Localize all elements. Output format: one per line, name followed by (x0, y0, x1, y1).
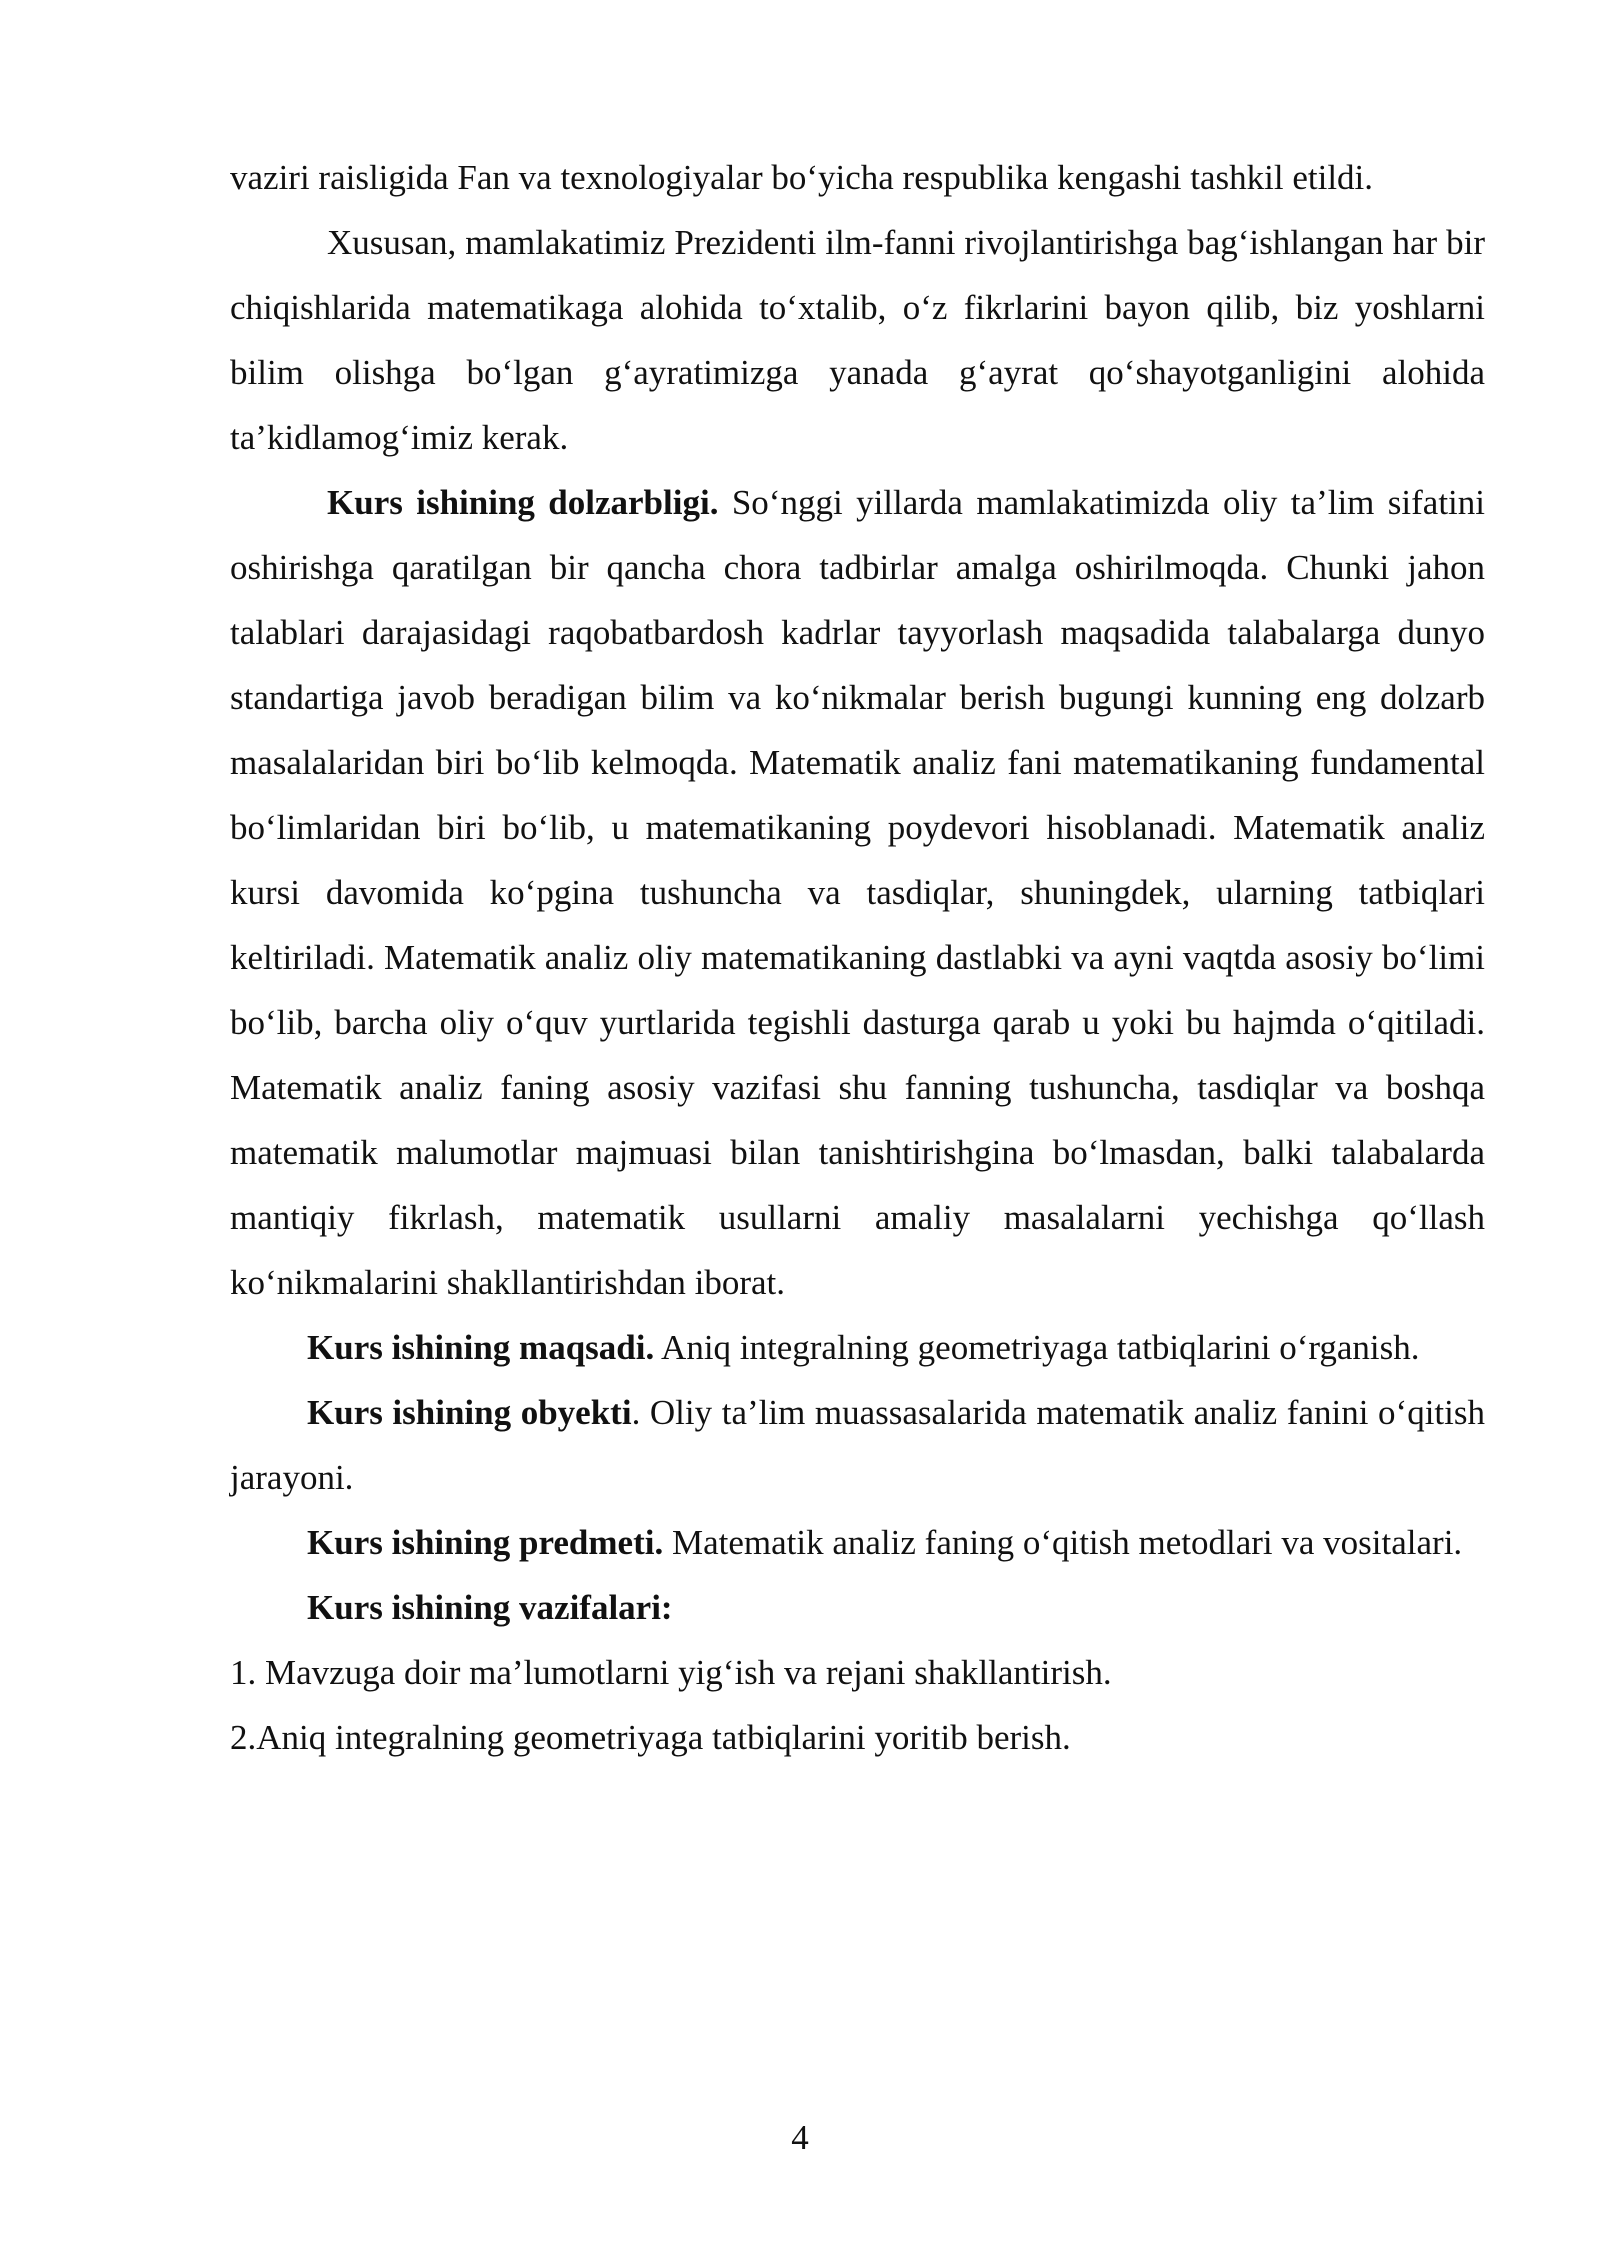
paragraph-continuation: vaziri raisligida Fan va texnologiyalar bo‘yicha respublika kengashi tashkil etildi. (230, 158, 1374, 197)
heading-subject: Kurs ishining predmeti. (307, 1523, 664, 1562)
heading-tasks: Kurs ishining vazifalari: (307, 1588, 673, 1627)
paragraph-relevance (230, 470, 1485, 1315)
object-text: . Oliy ta’lim muassasalarida matematik analiz fanini o‘qitish jarayoni. (230, 1393, 1485, 1497)
goal-text: Aniq integralning geometriyaga tatbiqlarini o‘rganish. (654, 1328, 1420, 1367)
paragraph-subject (230, 1510, 1485, 1575)
relevance-text: So‘nggi yillarda mamlakatimizda oliy ta’lim sifatini oshirishga qaratilgan bir qancha chora tadbirlar amalga oshirilmoqda. Chunki jahon talablari darajasidagi raqobatbardosh kadrlar tayyorlash maqsadida talabalarga dunyo standartiga javob beradigan bilim va ko‘nikmalar berish bugungi kunning eng dolzarb masalalaridan biri bo‘lib kelmoqda. Matematik analiz fani matematikaning fundamental bo‘limlaridan biri bo‘lib, u matematikaning poydevori hisoblanadi. Matematik analiz kursi davomida ko‘pgina tushuncha va tasdiqlar, shuningdek, ularning tatbiqlari keltiriladi. Matematik analiz oliy matematikaning dastlabki va ayni vaqtda asosiy bo‘limi bo‘lib, barcha oliy o‘quv yurtlarida tegishli dasturga qarab u yoki bu hajmda o‘qitiladi. Matematik analiz faning asosiy vazifasi shu fanning tushuncha, tasdiqlar va boshqa matematik malumotlar majmuasi bilan tanishtirishgina bo‘lmasdan, balki talabalarda mantiqiy fikrlash, matematik usullarni amaliy masalalarni yechishga qo‘llash ko‘nikmalarini shakllantirishdan iborat. (230, 483, 1485, 1302)
task-list-item: 2.Aniq integralning geometriyaga tatbiqlarini yoritib berish. (230, 1718, 1071, 1757)
page-number: 4 (791, 2118, 809, 2157)
paragraph-tasks (230, 1575, 1485, 1640)
paragraph-goal (230, 1315, 1485, 1380)
paragraph-president: Xususan, mamlakatimiz Prezidenti ilm-fanni rivojlantirishga bag‘ishlangan har bir chiqishlarida matematikaga alohida to‘xtalib, o‘z fikrlarini bayon qilib, biz yoshlarni bilim olishga bo‘lgan g‘ayratimizga yanada g‘ayrat qo‘shayotganligini alohida ta’kidlamog‘imiz kerak. (230, 223, 1485, 457)
paragraph-object (230, 1380, 1485, 1510)
heading-relevance: Kurs ishining dolzarbligi. (327, 483, 719, 522)
heading-goal: Kurs ishining maqsadi. (307, 1328, 655, 1367)
heading-object: Kurs ishining obyekti (307, 1393, 632, 1432)
subject-text: Matematik analiz faning o‘qitish metodlari va vositalari. (663, 1523, 1463, 1562)
task-list-item: 1. Mavzuga doir ma’lumotlarni yig‘ish va rejani shakllantirish. (230, 1653, 1112, 1692)
document-page (230, 145, 1485, 1770)
